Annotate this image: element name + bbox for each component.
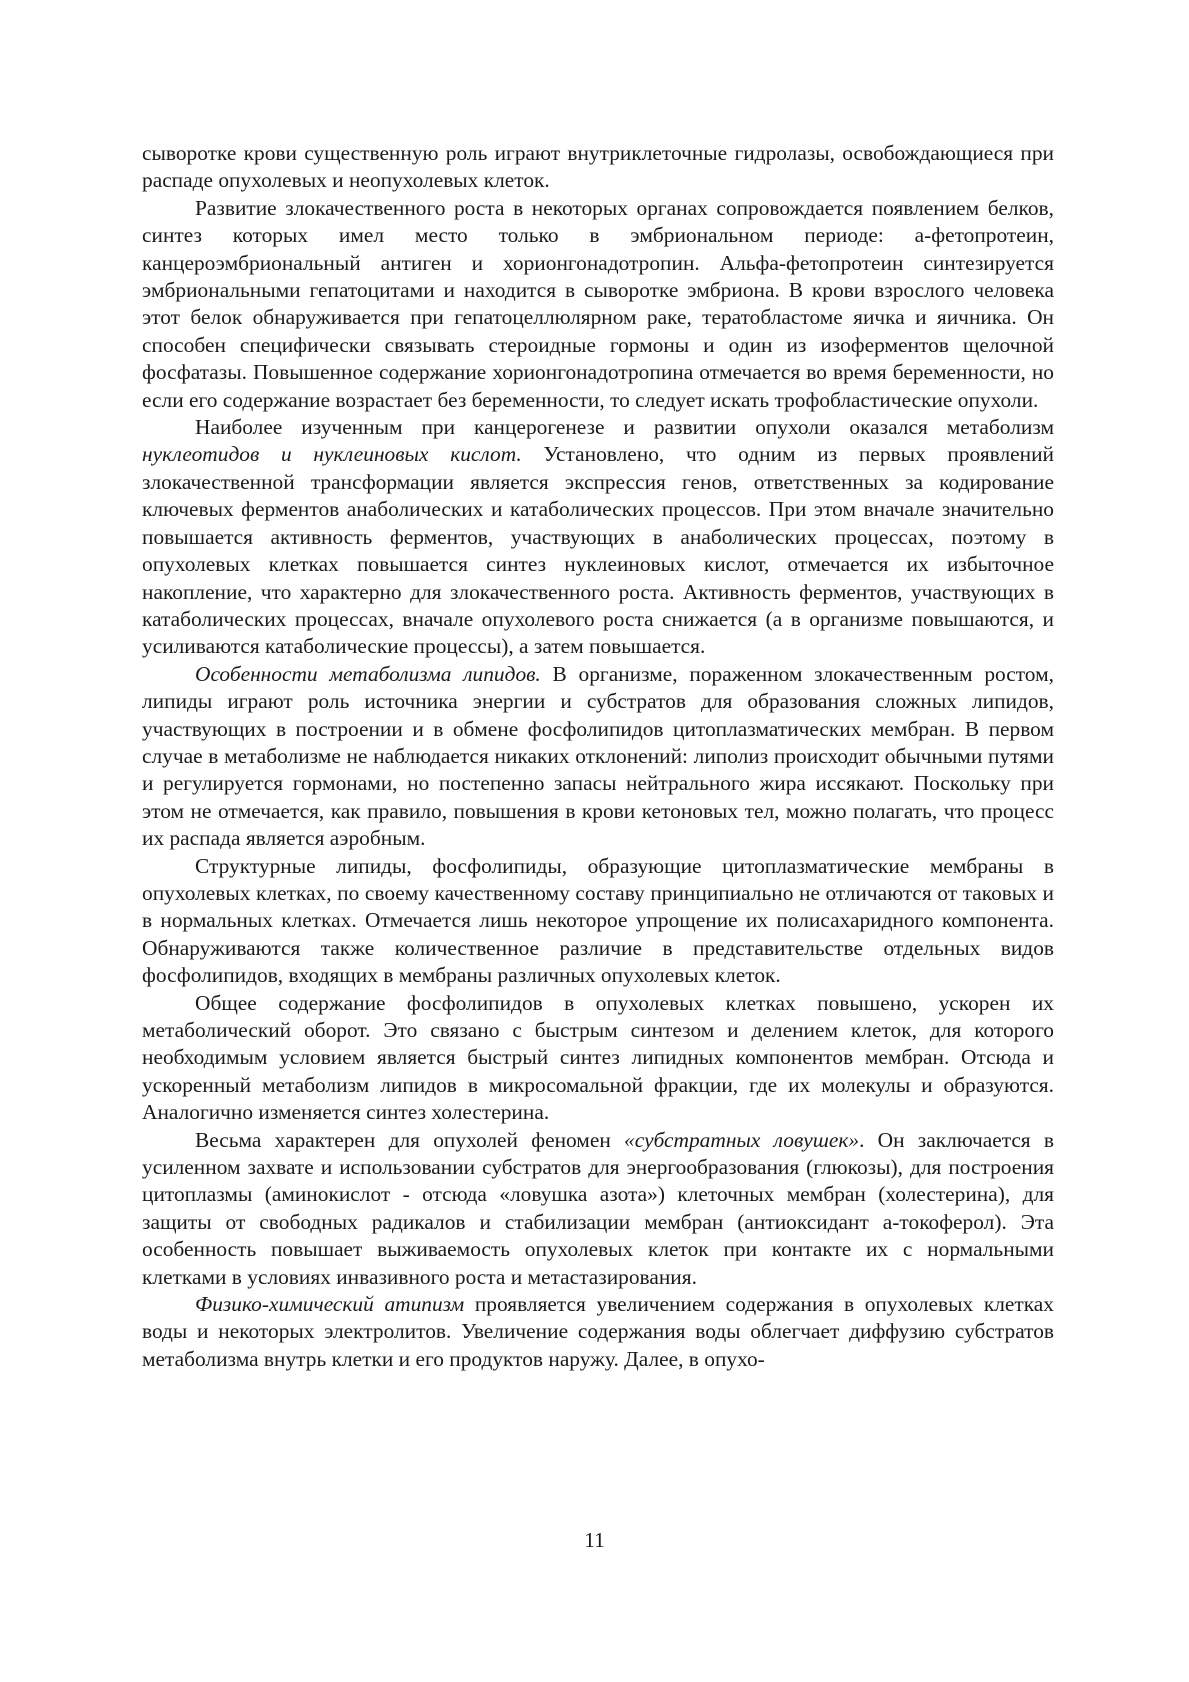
text-run: Структурные липиды, фосфолипиды, образующие цитоплазматические мембраны в опухолевых клетках, по своему качественному составу принципиально не отличаются от таковых и в нормальных клетках. Отмечается лишь некоторое упрощение их полисахаридного компонента. Обнаруживаются также количественное различие в представительстве отдельных видов фосфолипидов, входящих в мембраны различных опухолевых клеток. (142, 853, 1054, 988)
text-run: Наиболее изученным при канцерогенезе и развитии опухоли оказался метаболизм (195, 415, 1054, 440)
paragraph (142, 661, 1054, 853)
italic-term: Физико-химический атипизм (195, 1292, 465, 1317)
text-run: Развитие злокачественного роста в некоторых органах сопровождается появлением белков, синтез которых имел место только в эмбриональном периоде: а-фетопротеин, канцероэмбриональный антиген и хорионгонадотропин. Альфа-фетопротеин синтезируется эмбриональными гепатоцитами и находится в сыворотке эмбриона. В крови взрослого человека этот белок обнаруживается при гепатоцеллюлярном раке, тератобластоме яичка и яичника. Он способен специфически связывать стероидные гормоны и один из изоферментов щелочной фосфатазы. Повышенное содержание хорионгонадотропина отмечается во время беременности, но если его содержание возрастает без беременности, то следует искать трофобластические опухоли. (142, 195, 1054, 412)
page-body (142, 140, 1054, 1373)
text-run: В организме, пораженном злокачественным ростом, липиды играют роль источника энергии и субстратов для образования сложных липидов, участвующих в построении и в обмене фосфолипидов цитоплазматических мембран. В первом случае в метаболизме не наблюдается никаких отклонений: липолиз происходит обычными путями и регулируется гормонами, но постепенно запасы нейтрального жира иссякают. Поскольку при этом не отмечается, как правило, повышения в крови кетоновых тел, можно полагать, что процесс их распада является аэробным. (142, 661, 1054, 851)
text-run: проявляется увеличением содержания в опухолевых клетках воды и некоторых электролитов. Увеличение содержания воды облегчает диффузию субстратов метаболизма внутрь клетки и его продуктов наружу. Далее, в опухо- (142, 1292, 1054, 1371)
text-run: Установлено, что одним из первых проявлений злокачественной трансформации является экспрессия генов, ответственных за кодирование ключевых ферментов анаболических и катаболических процессов. При этом вначале значительно повышается активность ферментов, участвующих в анаболических процессах, поэтому в опухолевых клетках повышается синтез нуклеиновых кислот, отмечается их избыточное накопление, что характерно для злокачественного роста. Активность ферментов, участвующих в катаболических процессах, вначале опухолевого роста снижается (а в организме повышаются, и усиливаются катаболические процессы), а затем повышается. (142, 442, 1054, 659)
paragraph (142, 140, 1054, 195)
paragraph (142, 853, 1054, 990)
italic-term: нуклеотидов и нуклеиновых кислот. (142, 442, 522, 467)
paragraph (142, 195, 1054, 414)
italic-term: «субстратных ловушек» (624, 1127, 860, 1152)
italic-term: Особенности метаболизма липидов. (195, 661, 541, 686)
paragraph (142, 1291, 1054, 1373)
text-run: Весьма характерен для опухолей феномен (195, 1127, 625, 1152)
page-number: 11 (584, 1528, 605, 1552)
paragraph (142, 990, 1054, 1127)
paragraph (142, 1127, 1054, 1291)
text-run: сыворотке крови существенную роль играют внутриклеточные гидролазы, освобождающиеся при распаде опухолевых и неопухолевых клеток. (142, 141, 1054, 193)
paragraph (142, 414, 1054, 661)
text-run: . Он заключается в усиленном захвате и использовании субстратов для энергообразования (глюкозы), для построения цитоплазмы (аминокислот - отсюда «ловушка азота») клеточных мембран (холестерина), для защиты от свободных радикалов и стабилизации мембран (антиоксидант а-токоферол). Эта особенность повышает выживаемость опухолевых клеток при контакте их с нормальными клетками в условиях инвазивного роста и метастазирования. (142, 1127, 1054, 1289)
text-run: Общее содержание фосфолипидов в опухолевых клетках повышено, ускорен их метаболический оборот. Это связано с быстрым синтезом и делением клеток, для которого необходимым условием является быстрый синтез липидных компонентов мембран. Отсюда и ускоренный метаболизм липидов в микросомальной фракции, где их молекулы и образуются. Аналогично изменяется синтез холестерина. (142, 990, 1054, 1125)
